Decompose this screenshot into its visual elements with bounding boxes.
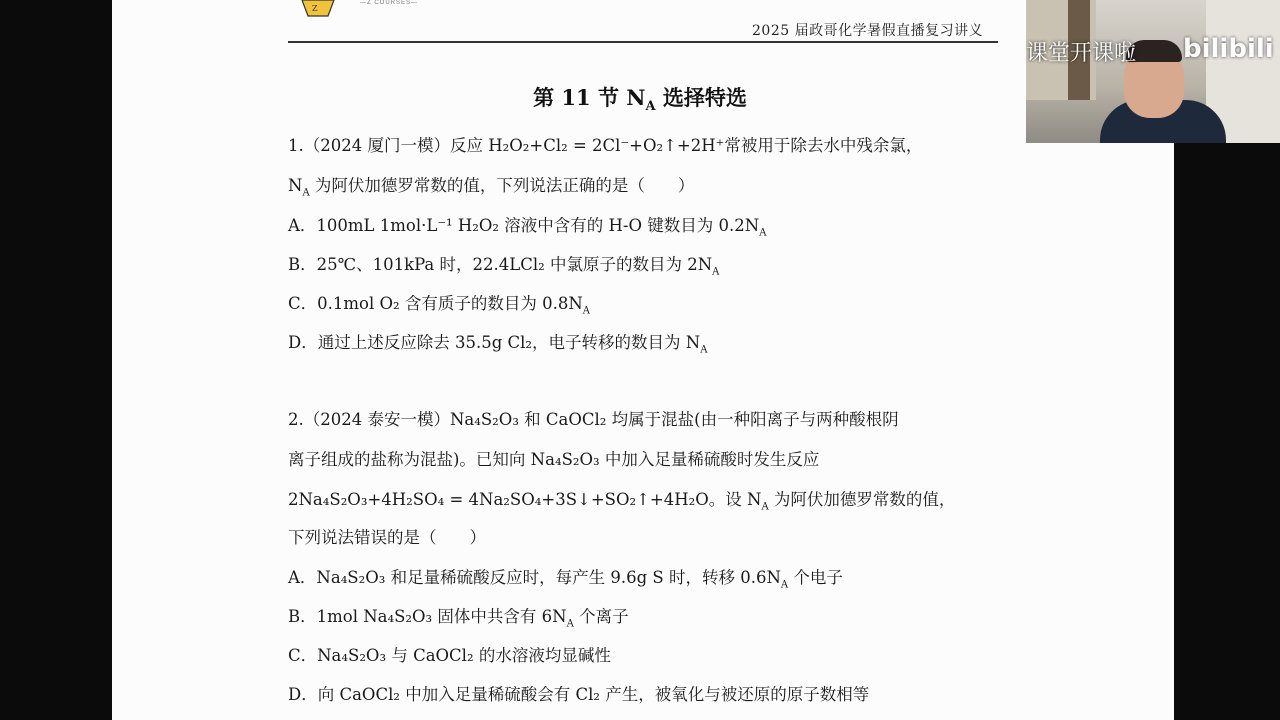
q1-option-b: B．25℃、101kPa 时，22.4LCl₂ 中氯原子的数目为 $2N_A$ <box>288 255 720 278</box>
q2-stem-line-4: 下列说法错误的是（ ） <box>288 528 486 547</box>
q1-option-d: D．通过上述反应除去 35.5g Cl₂，电子转移的数目为 $N_A$ <box>288 333 708 356</box>
q1-option-c: C．0.1mol O₂ 含有质子的数目为 $0.8N_A$ <box>288 294 591 317</box>
q2-option-b: B．1mol Na₄S₂O₃ 固体中共含有 $6N_A$ 个离子 <box>288 607 629 630</box>
q2-stem-line-1: 2.（2024 泰安一模）Na₄S₂O₃ 和 CaOCl₂ 均属于混盐(由一种阳离子与两种酸根阴 <box>288 410 899 429</box>
q2-option-d: D．向 CaOCl₂ 中加入足量稀硫酸会有 Cl₂ 产生，被氧化与被还原的原子数相等 <box>288 685 870 704</box>
q2-option-c: C．Na₄S₂O₃ 与 CaOCl₂ 的水溶液均显碱性 <box>288 646 611 665</box>
stream-overlay-text: 课堂开课啦 <box>1026 41 1137 66</box>
bilibili-logo-icon: bilibili <box>1183 34 1274 64</box>
q2-option-a: A．Na₄S₂O₃ 和足量稀硫酸反应时，每产生 9.6g S 时，转移 $0.6N_A$ 个电子 <box>288 568 843 591</box>
q1-stem-line-1: 1.（2024 厦门一模）反应 H₂O₂+Cl₂ = 2Cl⁻+O₂↑+2H⁺常被用于除去水中残余氯， <box>288 136 923 155</box>
svg-text:Z: Z <box>312 4 318 13</box>
q1-option-a: A．100mL 1mol·L⁻¹ H₂O₂ 溶液中含有的 H-O 键数目为 $0.2N_A$ <box>288 216 767 239</box>
logo-subtext: —Z COURSES— <box>360 0 419 6</box>
section-title: 第 11 节 $N_A$ 选择特选 <box>533 85 747 115</box>
q2-stem-line-2: 离子组成的盐称为混盐)。已知向 Na₄S₂O₃ 中加入足量稀硫酸时发生反应 <box>288 450 820 469</box>
document-header: 2025 届政哥化学暑假直播复习讲义 <box>752 23 984 39</box>
q2-stem-line-3: 2Na₄S₂O₃+4H₂SO₄ = 4Na₂SO₄+3S↓+SO₂↑+4H₂O。设 $N_A$ 为阿伏加德罗常数的值， <box>288 490 956 513</box>
logo-icon <box>298 0 338 18</box>
page-margin <box>1026 143 1174 720</box>
header-divider <box>288 41 998 43</box>
q1-stem-line-2: $N_A$ 为阿伏加德罗常数的值，下列说法正确的是（ ） <box>288 176 695 199</box>
